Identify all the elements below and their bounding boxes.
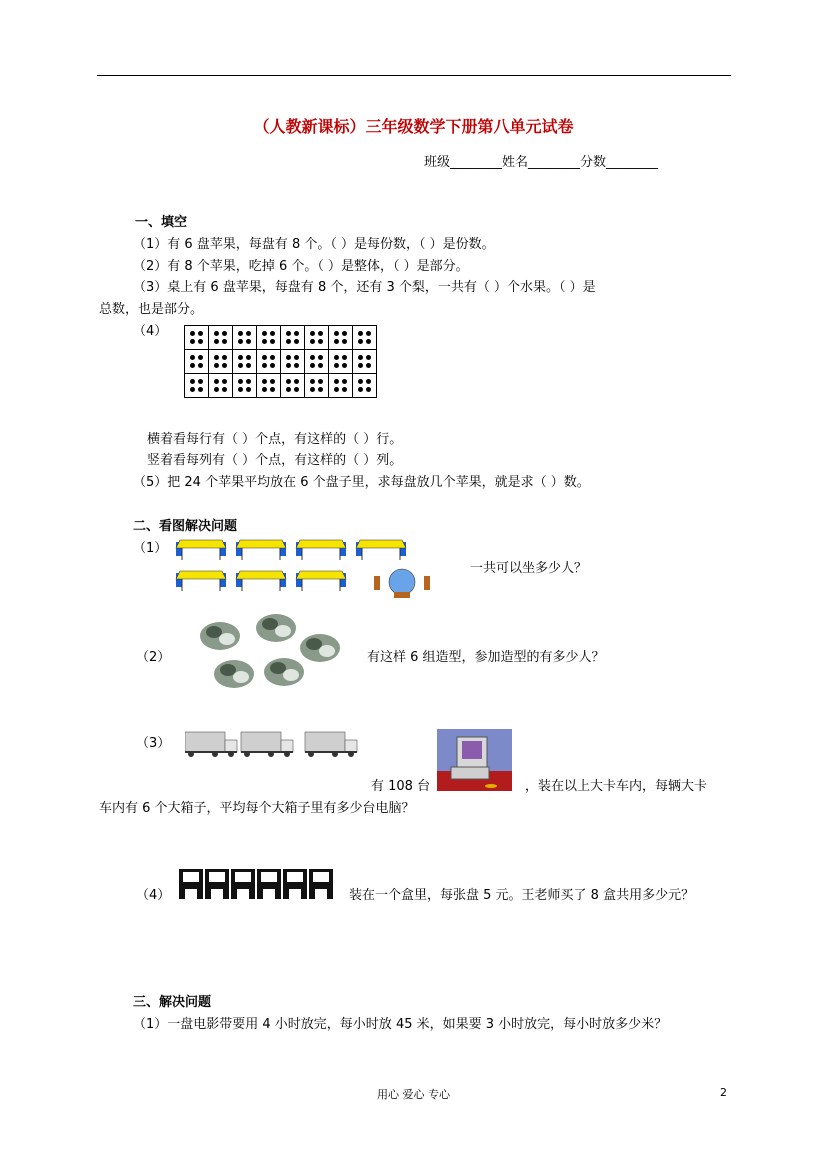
header-rule — [97, 75, 731, 76]
dancer-cluster — [256, 614, 296, 642]
section1-q2: （2）有 8 个苹果，吃掉 6 个。（ ）是整体，（ ）是部分。 — [133, 259, 469, 274]
dot-grid — [184, 325, 377, 398]
section1-q4a: 横着看每行有（ ）个点，有这样的（ ）行。 — [147, 432, 403, 447]
section1-q3a: （3）桌上有 6 盘苹果，每盘有 8 个，还有 3 个梨，一共有（ ）个水果。（ ）是 — [133, 280, 596, 295]
truck — [241, 732, 293, 757]
dot-cell — [353, 350, 377, 374]
problem3-text-a: 有 108 台 — [371, 779, 431, 794]
problem2-text: 有这样 6 组造型，参加造型的有多少人？ — [367, 650, 605, 665]
round-table-icon — [374, 569, 430, 598]
dot-cell — [233, 374, 257, 398]
floppy-disk-icon — [179, 869, 333, 899]
section1-q1: （1）有 6 盘苹果，每盘有 8 个。（ ）是每份数，（ ）是份数。 — [133, 237, 495, 252]
problem4-label: （4） — [136, 888, 171, 903]
dot-cell — [353, 326, 377, 350]
section3-heading: 三、解决问题 — [133, 995, 212, 1010]
floppy-disk — [257, 869, 281, 899]
floppy-disk — [205, 869, 229, 899]
floppy-disk — [283, 869, 307, 899]
truck — [185, 732, 237, 757]
table-icon — [176, 571, 226, 591]
problem1-label: （1） — [133, 541, 168, 556]
section1-q4b: 竖着看每列有（ ）个点，有这样的（ ）列。 — [147, 453, 403, 468]
section2-heading: 二、看图解决问题 — [133, 519, 238, 534]
dot-cell — [257, 350, 281, 374]
dot-cell — [305, 326, 329, 350]
footer-motto: 用心 爱心 专心 — [377, 1088, 450, 1101]
page-number: 2 — [720, 1086, 727, 1099]
dot-cell — [281, 350, 305, 374]
page-title: （人教新课标）三年级数学下册第八单元试卷 — [253, 117, 574, 136]
section1-q5: （5）把 24 个苹果平均放在 6 个盘子里，求每盘放几个苹果，就是求（ ）数。 — [133, 475, 590, 490]
dancer-cluster — [214, 660, 254, 688]
dot-cell — [353, 374, 377, 398]
dancer-cluster — [264, 658, 304, 686]
problem3-text-c: 车内有 6 个大箱子，平均每个大箱子里有多少台电脑？ — [99, 801, 415, 816]
truck — [305, 732, 357, 757]
table-with-chairs-icon — [172, 532, 434, 602]
problem3-label: （3） — [136, 736, 171, 751]
section1-q3b: 总数，也是部分。 — [99, 302, 204, 317]
dot-cell — [233, 350, 257, 374]
table-icon — [176, 540, 226, 560]
section1-heading: 一、填空 — [135, 215, 188, 230]
dot-cell — [209, 350, 233, 374]
dot-cell — [233, 326, 257, 350]
section1-q4-label: （4） — [133, 324, 168, 339]
dot-cell — [329, 374, 353, 398]
floppy-disk — [179, 869, 203, 899]
dancer-cluster — [300, 634, 340, 662]
dot-cell — [185, 326, 209, 350]
student-info-line: 班级________姓名________分数________ — [424, 155, 659, 170]
dot-cell — [209, 326, 233, 350]
dot-cell — [281, 374, 305, 398]
dancer-cluster — [200, 622, 240, 650]
table-icon — [296, 540, 346, 560]
truck-icon — [185, 728, 359, 758]
table-icon — [236, 571, 286, 591]
computer-icon — [437, 729, 512, 791]
dot-cell — [185, 374, 209, 398]
dot-cell — [257, 374, 281, 398]
dot-cell — [329, 326, 353, 350]
table-icon — [356, 540, 406, 560]
dot-cell — [257, 326, 281, 350]
dot-cell — [281, 326, 305, 350]
dot-cell — [305, 350, 329, 374]
problem3-text-b: ，装在以上大卡车内，每辆大卡 — [525, 779, 708, 794]
problem4-text: 装在一个盒里，每张盘 5 元。王老师买了 8 盒共用多少元？ — [349, 888, 695, 903]
floppy-disk — [309, 869, 333, 899]
dot-cell — [305, 374, 329, 398]
table-icon — [236, 540, 286, 560]
problem1-text: 一共可以坐多少人？ — [470, 561, 588, 576]
table-icon — [296, 571, 346, 591]
dot-cell — [185, 350, 209, 374]
problem2-label: （2） — [136, 650, 171, 665]
dancer-group-icon — [180, 614, 352, 702]
dot-cell — [329, 350, 353, 374]
dot-cell — [209, 374, 233, 398]
floppy-disk — [231, 869, 255, 899]
section3-q1: （1）一盘电影带要用 4 小时放完，每小时放 45 米，如果要 3 小时放完，每小时放多少米？ — [133, 1017, 668, 1032]
